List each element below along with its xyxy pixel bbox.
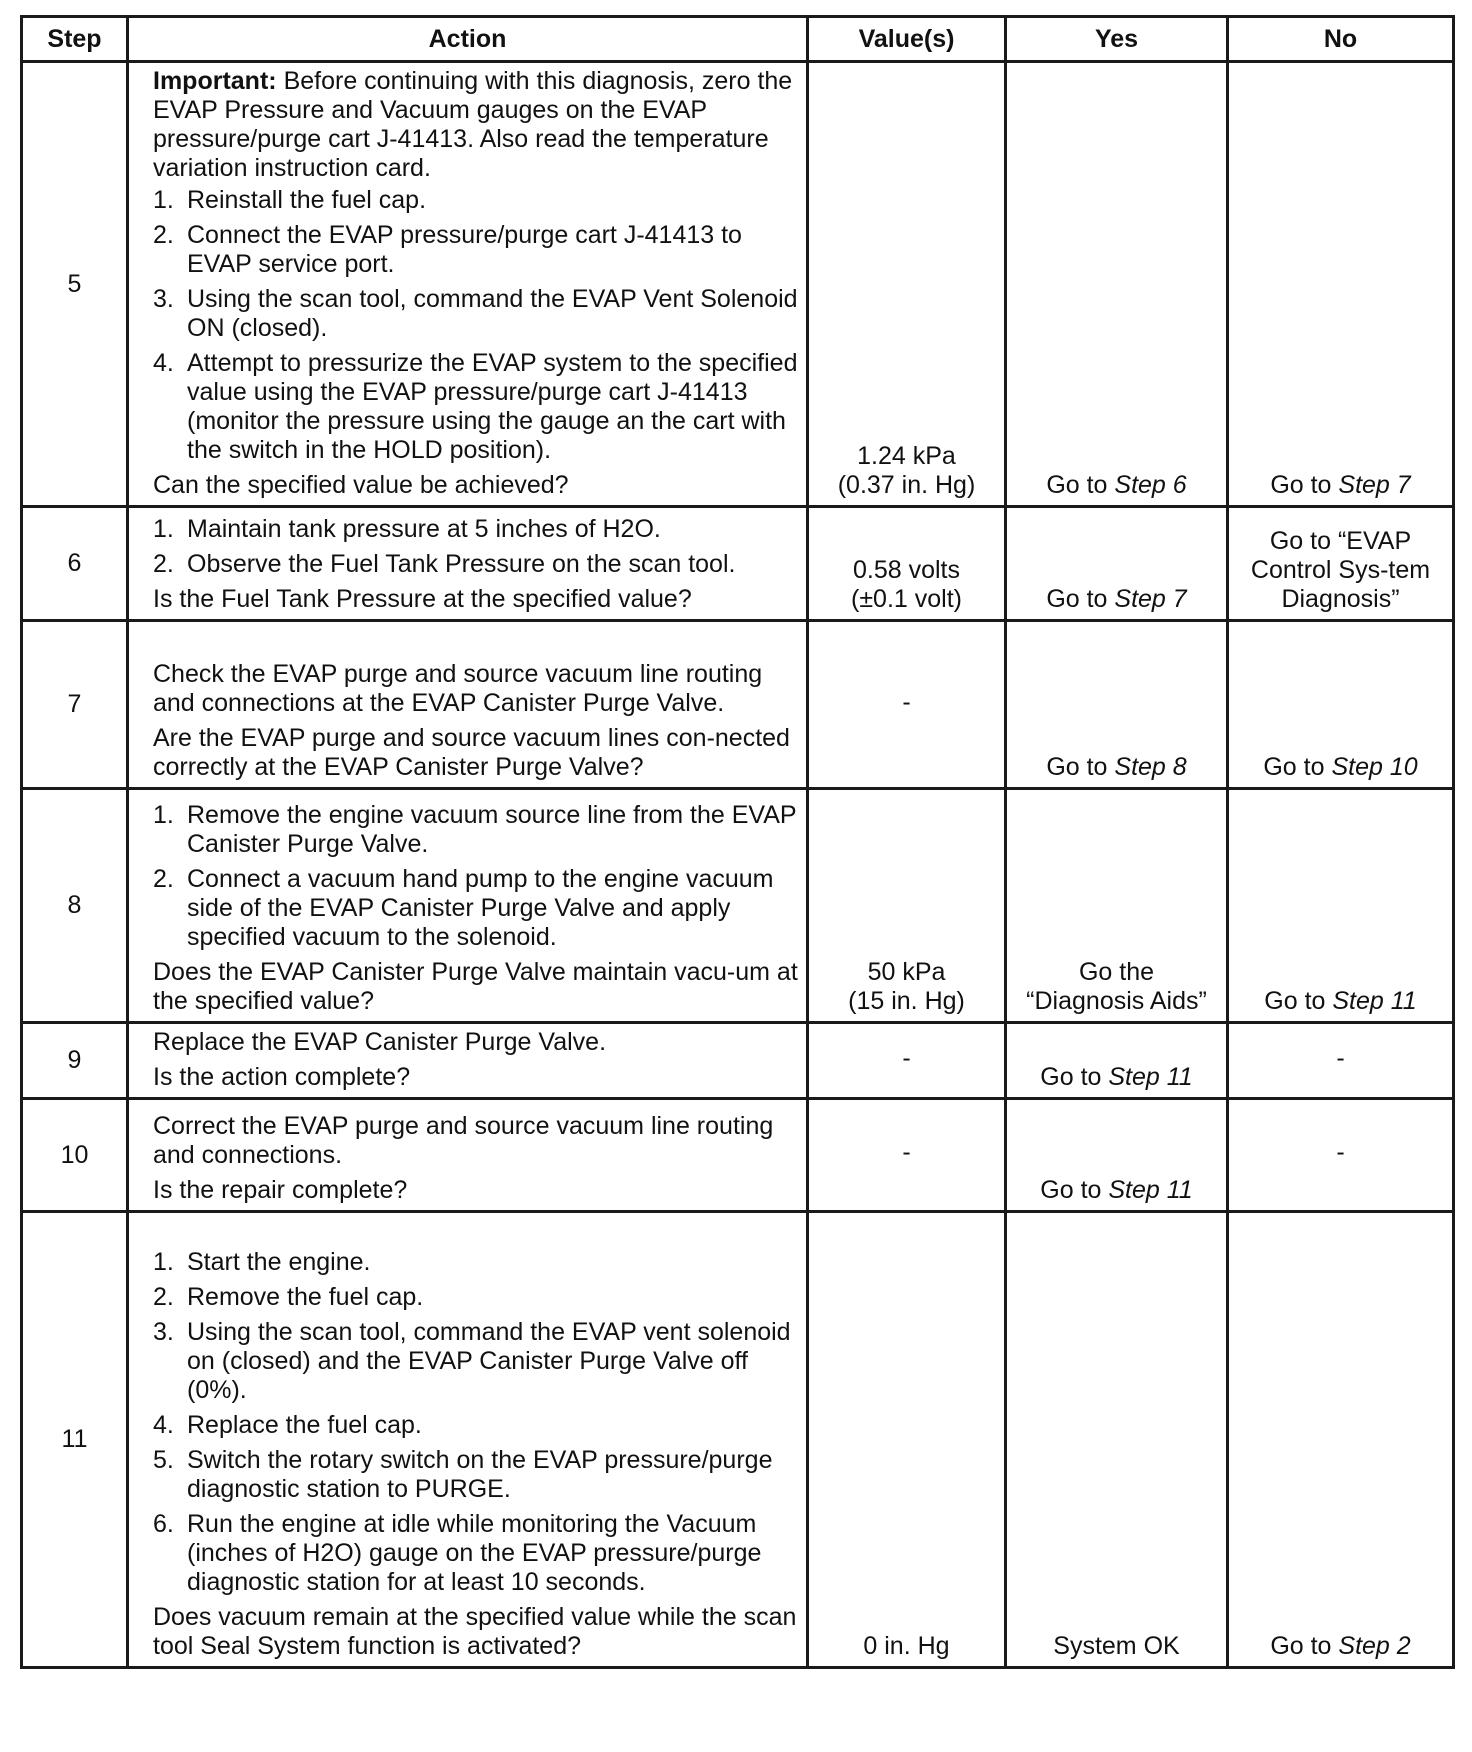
table-row <box>22 1099 1454 1212</box>
no-step-link: Step 10 <box>1331 753 1418 781</box>
table-row <box>22 507 1454 621</box>
item-text: Remove the engine vacuum source line from the EVAP Canister Purge Valve. <box>187 801 797 858</box>
header-action: Action <box>128 17 808 62</box>
value-cell <box>808 62 1006 507</box>
yes-step-link: Step 7 <box>1114 585 1187 613</box>
no-cell <box>1228 789 1454 1023</box>
yes-cell <box>1006 507 1228 621</box>
step-number: 11 <box>22 1212 128 1668</box>
list-item <box>153 1283 798 1312</box>
table-row <box>22 1023 1454 1099</box>
yes-prefix: Go to <box>1046 753 1115 781</box>
no-step-link: Step 11 <box>1332 987 1417 1015</box>
diagnostic-table <box>20 15 1455 1669</box>
header-row <box>22 17 1454 62</box>
item-text: Using the scan tool, command the EVAP vent solenoid on (closed) and the EVAP Canister Purge Valve off (0%). <box>187 1318 791 1404</box>
yes-prefix: Go to <box>1046 471 1115 499</box>
no-prefix: Go to <box>1264 987 1333 1015</box>
no-step-link: Step 2 <box>1338 1632 1411 1660</box>
value-line: (15 in. Hg) <box>848 987 965 1015</box>
action-cell <box>128 789 808 1023</box>
item-text: Switch the rotary switch on the EVAP pressure/purge diagnostic station to PURGE. <box>187 1446 773 1503</box>
step-number: 8 <box>22 789 128 1023</box>
no-cell: - <box>1228 1099 1454 1212</box>
yes-step-link: Step 11 <box>1108 1063 1193 1091</box>
yes-prefix: Go to <box>1040 1176 1109 1204</box>
action-text: Replace the EVAP Canister Purge Valve. <box>153 1028 607 1056</box>
action-cell <box>128 62 808 507</box>
table-row <box>22 789 1454 1023</box>
item-text: Connect a vacuum hand pump to the engine vacuum side of the EVAP Canister Purge Valve and apply specified vacuum to the solenoid. <box>187 865 774 951</box>
no-cell <box>1228 1212 1454 1668</box>
item-number: 2. <box>153 865 174 893</box>
item-text: Observe the Fuel Tank Pressure on the scan tool. <box>187 550 736 578</box>
no-cell <box>1228 62 1454 507</box>
no-cell <box>1228 621 1454 789</box>
value-cell <box>808 507 1006 621</box>
action-cell <box>128 1212 808 1668</box>
item-text: Maintain tank pressure at 5 inches of H2O. <box>187 515 661 543</box>
question-text: Is the repair complete? <box>153 1176 408 1204</box>
item-text: Replace the fuel cap. <box>187 1411 422 1439</box>
yes-step-link: Step 8 <box>1114 753 1187 781</box>
value-line: 50 kPa <box>867 958 946 986</box>
yes-cell <box>1006 62 1228 507</box>
value-line: 0.58 volts <box>852 556 960 584</box>
list-item <box>153 1446 798 1504</box>
no-prefix: Go to <box>1270 471 1339 499</box>
value-cell: - <box>808 1099 1006 1212</box>
step-number: 5 <box>22 62 128 507</box>
item-number: 5. <box>153 1446 174 1474</box>
item-number: 3. <box>153 1318 174 1346</box>
action-list <box>153 515 798 579</box>
list-item <box>153 1318 798 1405</box>
item-number: 1. <box>153 801 174 829</box>
yes-line: Go the <box>1078 958 1155 986</box>
list-item <box>153 1248 798 1277</box>
item-number: 4. <box>153 1411 174 1439</box>
item-text: Run the engine at idle while monitoring the Vacuum (inches of H2O) gauge on the EVAP pressure/purge diagnostic station for at least 10 seconds. <box>187 1510 762 1596</box>
yes-step-link: Step 11 <box>1108 1176 1193 1204</box>
action-text: Correct the EVAP purge and source vacuum line routing and connections. <box>153 1112 774 1169</box>
item-text: Attempt to pressurize the EVAP system to the specified value using the EVAP pressure/purge cart J-41413 (monitor the pressure using the gauge an the cart with the switch in the HOLD position). <box>187 349 798 464</box>
list-item <box>153 221 798 279</box>
yes-cell <box>1006 1099 1228 1212</box>
header-yes: Yes <box>1006 17 1228 62</box>
header-step: Step <box>22 17 128 62</box>
value-line: (±0.1 volt) <box>851 585 962 613</box>
header-values: Value(s) <box>808 17 1006 62</box>
item-number: 1. <box>153 186 174 214</box>
value-cell: - <box>808 1023 1006 1099</box>
question-text: Is the action complete? <box>153 1063 411 1091</box>
step-number: 9 <box>22 1023 128 1099</box>
important-note <box>153 67 798 183</box>
item-text: Start the engine. <box>187 1248 371 1276</box>
table-row <box>22 621 1454 789</box>
value-line: (0.37 in. Hg) <box>837 471 976 499</box>
yes-cell <box>1006 1023 1228 1099</box>
yes-prefix: Go to <box>1046 585 1115 613</box>
item-number: 4. <box>153 349 174 377</box>
important-label: Important: <box>153 67 277 95</box>
item-number: 6. <box>153 1510 174 1538</box>
action-text: Check the EVAP purge and source vacuum line routing and connections at the EVAP Canister Purge Valve. <box>153 660 763 717</box>
action-cell <box>128 1099 808 1212</box>
no-prefix: Go to <box>1263 753 1332 781</box>
header-no: No <box>1228 17 1454 62</box>
no-cell: Go to “EVAP Control Sys-tem Diagnosis” <box>1228 507 1454 621</box>
yes-cell <box>1006 621 1228 789</box>
item-number: 1. <box>153 515 174 543</box>
question-text: Are the EVAP purge and source vacuum lines con-nected correctly at the EVAP Canister Purge Valve? <box>153 724 790 781</box>
value-cell: - <box>808 621 1006 789</box>
list-item <box>153 865 798 952</box>
item-number: 2. <box>153 550 174 578</box>
item-number: 2. <box>153 1283 174 1311</box>
yes-line: “Diagnosis Aids” <box>1026 987 1207 1015</box>
step-number: 7 <box>22 621 128 789</box>
yes-prefix: Go to <box>1040 1063 1109 1091</box>
question-text: Does vacuum remain at the specified value while the scan tool Seal System function is activated? <box>153 1603 797 1660</box>
action-list <box>153 1248 798 1597</box>
action-list <box>153 186 798 465</box>
item-text: Remove the fuel cap. <box>187 1283 424 1311</box>
important-text: Before continuing with this diagnosis, zero the EVAP Pressure and Vacuum gauges on the EVAP pressure/purge cart J-41413. Also read the temperature variation instruction card. <box>153 67 793 182</box>
step-number: 10 <box>22 1099 128 1212</box>
value-cell <box>808 789 1006 1023</box>
yes-cell: System OK <box>1006 1212 1228 1668</box>
item-number: 2. <box>153 221 174 249</box>
list-item <box>153 515 798 544</box>
question-text: Can the specified value be achieved? <box>153 471 569 499</box>
table-row <box>22 62 1454 507</box>
item-text: Reinstall the fuel cap. <box>187 186 427 214</box>
item-text: Using the scan tool, command the EVAP Vent Solenoid ON (closed). <box>187 285 798 342</box>
list-item <box>153 550 798 579</box>
action-cell <box>128 507 808 621</box>
table-row <box>22 1212 1454 1668</box>
list-item <box>153 801 798 859</box>
no-prefix: Go to <box>1270 1632 1339 1660</box>
item-number: 3. <box>153 285 174 313</box>
value-line: 1.24 kPa <box>857 442 956 470</box>
yes-cell <box>1006 789 1228 1023</box>
no-step-link: Step 7 <box>1338 471 1411 499</box>
action-cell <box>128 621 808 789</box>
yes-step-link: Step 6 <box>1114 471 1187 499</box>
item-text: Connect the EVAP pressure/purge cart J-41413 to EVAP service port. <box>187 221 742 278</box>
question-text: Is the Fuel Tank Pressure at the specified value? <box>153 585 692 613</box>
question-text: Does the EVAP Canister Purge Valve maintain vacu-um at the specified value? <box>153 958 798 1015</box>
action-list <box>153 801 798 952</box>
action-cell <box>128 1023 808 1099</box>
step-number: 6 <box>22 507 128 621</box>
list-item <box>153 1411 798 1440</box>
list-item <box>153 1510 798 1597</box>
item-number: 1. <box>153 1248 174 1276</box>
list-item <box>153 285 798 343</box>
list-item <box>153 349 798 465</box>
value-cell: 0 in. Hg <box>808 1212 1006 1668</box>
no-cell: - <box>1228 1023 1454 1099</box>
list-item <box>153 186 798 215</box>
